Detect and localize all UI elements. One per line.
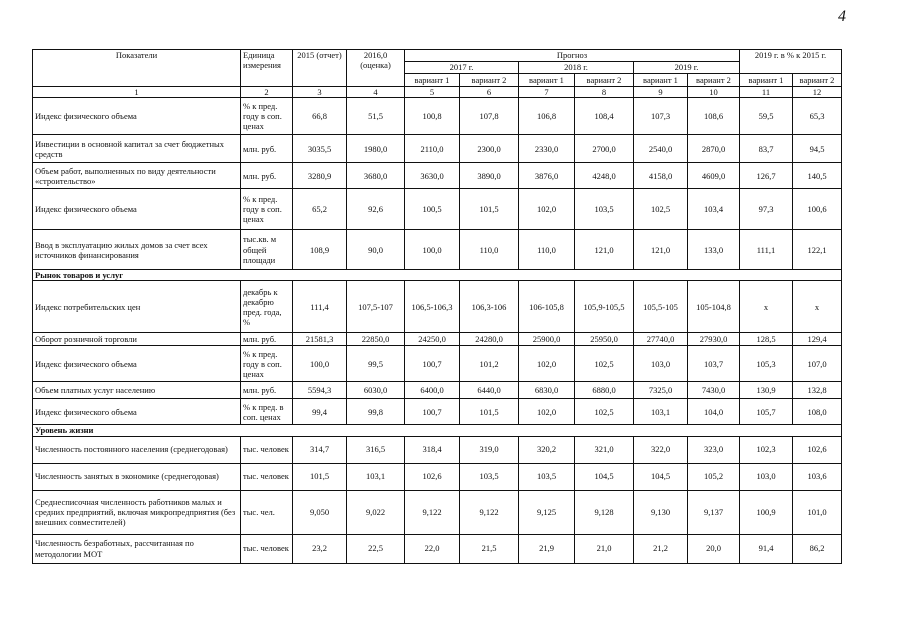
value-cell: 22,5 bbox=[347, 534, 405, 563]
value-cell: 100,8 bbox=[405, 98, 460, 135]
column-number: 1 bbox=[33, 87, 241, 98]
unit-cell: тыс. человек bbox=[241, 463, 293, 490]
value-cell: 100,0 bbox=[293, 346, 347, 382]
table-row bbox=[33, 333, 842, 346]
value-cell: 65,2 bbox=[293, 189, 347, 230]
value-cell: 100,7 bbox=[405, 399, 460, 425]
unit-cell: тыс. человек bbox=[241, 436, 293, 463]
header-2015: 2015 (отчет) bbox=[293, 50, 347, 87]
unit-cell: декабрь к декабрю пред. года, % bbox=[241, 281, 293, 333]
value-cell: 59,5 bbox=[740, 98, 793, 135]
value-cell: 103,5 bbox=[519, 463, 575, 490]
table-row bbox=[33, 399, 842, 425]
value-cell: 319,0 bbox=[460, 436, 519, 463]
value-cell: 107,8 bbox=[460, 98, 519, 135]
indicator-cell: Индекс физического объема bbox=[33, 399, 241, 425]
value-cell: 316,5 bbox=[347, 436, 405, 463]
value-cell: 9,122 bbox=[405, 490, 460, 534]
header-forecast: Прогноз bbox=[405, 50, 740, 62]
value-cell: 101,5 bbox=[460, 399, 519, 425]
value-cell: 23,2 bbox=[293, 534, 347, 563]
table-row bbox=[33, 163, 842, 189]
header-variant: вариант 1 bbox=[405, 74, 460, 87]
value-cell: 104,0 bbox=[688, 399, 740, 425]
value-cell: 107,0 bbox=[793, 346, 842, 382]
section-row bbox=[33, 270, 842, 281]
table-row bbox=[33, 98, 842, 135]
value-cell: 22850,0 bbox=[347, 333, 405, 346]
value-cell: 103,1 bbox=[347, 463, 405, 490]
value-cell: 132,8 bbox=[793, 382, 842, 399]
indicator-cell: Индекс потребительских цен bbox=[33, 281, 241, 333]
value-cell: 27930,0 bbox=[688, 333, 740, 346]
value-cell: 108,4 bbox=[575, 98, 634, 135]
section-title: Рынок товаров и услуг bbox=[33, 270, 842, 281]
value-cell: 314,7 bbox=[293, 436, 347, 463]
header-variant: вариант 1 bbox=[740, 74, 793, 87]
header-2019: 2019 г. bbox=[634, 62, 740, 74]
value-cell: 9,125 bbox=[519, 490, 575, 534]
indicator-cell: Индекс физического объема bbox=[33, 98, 241, 135]
value-cell: 21,9 bbox=[519, 534, 575, 563]
value-cell: 108,9 bbox=[293, 230, 347, 270]
value-cell: 106,3-106 bbox=[460, 281, 519, 333]
value-cell: 101,2 bbox=[460, 346, 519, 382]
value-cell: 2330,0 bbox=[519, 135, 575, 163]
value-cell: 21581,3 bbox=[293, 333, 347, 346]
value-cell: 2870,0 bbox=[688, 135, 740, 163]
value-cell: 100,5 bbox=[405, 189, 460, 230]
value-cell: 27740,0 bbox=[634, 333, 688, 346]
value-cell: 2540,0 bbox=[634, 135, 688, 163]
column-number: 2 bbox=[241, 87, 293, 98]
value-cell: 111,1 bbox=[740, 230, 793, 270]
value-cell: 90,0 bbox=[347, 230, 405, 270]
value-cell: 103,0 bbox=[634, 346, 688, 382]
value-cell: 6440,0 bbox=[460, 382, 519, 399]
value-cell: 20,0 bbox=[688, 534, 740, 563]
value-cell: 9,137 bbox=[688, 490, 740, 534]
value-cell: 99,8 bbox=[347, 399, 405, 425]
value-cell: 99,4 bbox=[293, 399, 347, 425]
value-cell: 92,6 bbox=[347, 189, 405, 230]
value-cell: 5594,3 bbox=[293, 382, 347, 399]
value-cell: 103,6 bbox=[793, 463, 842, 490]
value-cell: 104,5 bbox=[634, 463, 688, 490]
value-cell: 102,0 bbox=[519, 346, 575, 382]
value-cell: 102,5 bbox=[575, 399, 634, 425]
unit-cell: % к пред. году в соп. ценах bbox=[241, 98, 293, 135]
forecast-table bbox=[32, 49, 842, 564]
value-cell: 128,5 bbox=[740, 333, 793, 346]
value-cell: 102,5 bbox=[575, 346, 634, 382]
value-cell: 107,3 bbox=[634, 98, 688, 135]
value-cell: 9,022 bbox=[347, 490, 405, 534]
value-cell: 106-105,8 bbox=[519, 281, 575, 333]
value-cell: 4248,0 bbox=[575, 163, 634, 189]
column-number: 10 bbox=[688, 87, 740, 98]
value-cell: 6400,0 bbox=[405, 382, 460, 399]
value-cell: 99,5 bbox=[347, 346, 405, 382]
value-cell: 318,4 bbox=[405, 436, 460, 463]
header-variant: вариант 2 bbox=[688, 74, 740, 87]
value-cell: 133,0 bbox=[688, 230, 740, 270]
header-variant: вариант 1 bbox=[634, 74, 688, 87]
value-cell: 3280,9 bbox=[293, 163, 347, 189]
indicator-cell: Индекс физического объема bbox=[33, 346, 241, 382]
header-ratio: 2019 г. в % к 2015 г. bbox=[740, 50, 842, 74]
value-cell: 24250,0 bbox=[405, 333, 460, 346]
header-2016: 2016,0 (оценка) bbox=[347, 50, 405, 87]
column-number-row bbox=[33, 87, 842, 98]
value-cell: 83,7 bbox=[740, 135, 793, 163]
indicator-cell: Численность безработных, рассчитанная по методологии МОТ bbox=[33, 534, 241, 563]
value-cell: 4609,0 bbox=[688, 163, 740, 189]
value-cell: 3890,0 bbox=[460, 163, 519, 189]
value-cell: 102,0 bbox=[519, 189, 575, 230]
value-cell: 6830,0 bbox=[519, 382, 575, 399]
value-cell: 4158,0 bbox=[634, 163, 688, 189]
value-cell: 25900,0 bbox=[519, 333, 575, 346]
value-cell: 103,4 bbox=[688, 189, 740, 230]
indicator-cell: Инвестиции в основной капитал за счет бюджетных средств bbox=[33, 135, 241, 163]
value-cell: 103,5 bbox=[460, 463, 519, 490]
value-cell: 106,8 bbox=[519, 98, 575, 135]
value-cell: 3680,0 bbox=[347, 163, 405, 189]
value-cell: 3630,0 bbox=[405, 163, 460, 189]
value-cell: 103,7 bbox=[688, 346, 740, 382]
column-number: 4 bbox=[347, 87, 405, 98]
table-row bbox=[33, 281, 842, 333]
header-variant: вариант 2 bbox=[575, 74, 634, 87]
unit-cell: млн. руб. bbox=[241, 135, 293, 163]
header-indicators: Показатели bbox=[33, 50, 241, 87]
value-cell: 105-104,8 bbox=[688, 281, 740, 333]
value-cell: 9,050 bbox=[293, 490, 347, 534]
table-row bbox=[33, 534, 842, 563]
header-2018: 2018 г. bbox=[519, 62, 634, 74]
unit-cell: тыс. человек bbox=[241, 534, 293, 563]
table-row bbox=[33, 382, 842, 399]
value-cell: 65,3 bbox=[793, 98, 842, 135]
value-cell: 101,0 bbox=[793, 490, 842, 534]
value-cell: 122,1 bbox=[793, 230, 842, 270]
value-cell: 320,2 bbox=[519, 436, 575, 463]
value-cell: 105,2 bbox=[688, 463, 740, 490]
unit-cell: тыс.кв. м общей площади bbox=[241, 230, 293, 270]
value-cell: 110,0 bbox=[460, 230, 519, 270]
unit-cell: % к пред. в соп. ценах bbox=[241, 399, 293, 425]
table-body bbox=[33, 50, 842, 564]
value-cell: 51,5 bbox=[347, 98, 405, 135]
unit-cell: млн. руб. bbox=[241, 333, 293, 346]
column-number: 11 bbox=[740, 87, 793, 98]
value-cell: 2700,0 bbox=[575, 135, 634, 163]
value-cell: 103,0 bbox=[740, 463, 793, 490]
value-cell: 2300,0 bbox=[460, 135, 519, 163]
indicator-cell: Оборот розничной торговли bbox=[33, 333, 241, 346]
value-cell: 110,0 bbox=[519, 230, 575, 270]
value-cell: 21,2 bbox=[634, 534, 688, 563]
column-number: 3 bbox=[293, 87, 347, 98]
value-cell: 126,7 bbox=[740, 163, 793, 189]
value-cell: 103,5 bbox=[575, 189, 634, 230]
value-cell: 3876,0 bbox=[519, 163, 575, 189]
value-cell: 102,5 bbox=[634, 189, 688, 230]
indicator-cell: Объем платных услуг населению bbox=[33, 382, 241, 399]
indicator-cell: Численность постоянного населения (среднегодовая) bbox=[33, 436, 241, 463]
value-cell: 102,6 bbox=[405, 463, 460, 490]
value-cell: 97,3 bbox=[740, 189, 793, 230]
value-cell: 107,5-107 bbox=[347, 281, 405, 333]
header-row-1 bbox=[33, 50, 842, 62]
value-cell: 105,3 bbox=[740, 346, 793, 382]
value-cell: 24280,0 bbox=[460, 333, 519, 346]
value-cell: 323,0 bbox=[688, 436, 740, 463]
section-row bbox=[33, 425, 842, 436]
value-cell: 121,0 bbox=[575, 230, 634, 270]
value-cell: 66,8 bbox=[293, 98, 347, 135]
value-cell: 2110,0 bbox=[405, 135, 460, 163]
value-cell: х bbox=[793, 281, 842, 333]
table-row bbox=[33, 490, 842, 534]
value-cell: 3035,5 bbox=[293, 135, 347, 163]
section-title: Уровень жизни bbox=[33, 425, 842, 436]
value-cell: 322,0 bbox=[634, 436, 688, 463]
unit-cell: % к пред. году в соп. ценах bbox=[241, 346, 293, 382]
value-cell: 129,4 bbox=[793, 333, 842, 346]
value-cell: 105,7 bbox=[740, 399, 793, 425]
value-cell: 21,0 bbox=[575, 534, 634, 563]
header-2017: 2017 г. bbox=[405, 62, 519, 74]
value-cell: 108,0 bbox=[793, 399, 842, 425]
header-variant: вариант 2 bbox=[793, 74, 842, 87]
value-cell: 108,6 bbox=[688, 98, 740, 135]
value-cell: 9,128 bbox=[575, 490, 634, 534]
value-cell: 7325,0 bbox=[634, 382, 688, 399]
unit-cell: млн. руб. bbox=[241, 382, 293, 399]
value-cell: 102,3 bbox=[740, 436, 793, 463]
table-row bbox=[33, 436, 842, 463]
indicator-cell: Численность занятых в экономике (среднегодовая) bbox=[33, 463, 241, 490]
indicator-cell: Индекс физического объема bbox=[33, 189, 241, 230]
header-variant: вариант 1 bbox=[519, 74, 575, 87]
value-cell: 102,0 bbox=[519, 399, 575, 425]
header-variant: вариант 2 bbox=[460, 74, 519, 87]
table-row bbox=[33, 135, 842, 163]
value-cell: 105,9-105,5 bbox=[575, 281, 634, 333]
value-cell: 102,6 bbox=[793, 436, 842, 463]
column-number: 5 bbox=[405, 87, 460, 98]
value-cell: 121,0 bbox=[634, 230, 688, 270]
value-cell: 103,1 bbox=[634, 399, 688, 425]
value-cell: 140,5 bbox=[793, 163, 842, 189]
column-number: 8 bbox=[575, 87, 634, 98]
table-row bbox=[33, 346, 842, 382]
value-cell: 101,5 bbox=[460, 189, 519, 230]
value-cell: 9,130 bbox=[634, 490, 688, 534]
value-cell: 100,9 bbox=[740, 490, 793, 534]
column-number: 12 bbox=[793, 87, 842, 98]
table-row bbox=[33, 189, 842, 230]
column-number: 6 bbox=[460, 87, 519, 98]
value-cell: 100,0 bbox=[405, 230, 460, 270]
unit-cell: тыс. чел. bbox=[241, 490, 293, 534]
value-cell: 6030,0 bbox=[347, 382, 405, 399]
header-unit: Единица измерения bbox=[241, 50, 293, 87]
value-cell: 111,4 bbox=[293, 281, 347, 333]
unit-cell: млн. руб. bbox=[241, 163, 293, 189]
value-cell: 94,5 bbox=[793, 135, 842, 163]
value-cell: 9,122 bbox=[460, 490, 519, 534]
value-cell: 130,9 bbox=[740, 382, 793, 399]
value-cell: 25950,0 bbox=[575, 333, 634, 346]
value-cell: 21,5 bbox=[460, 534, 519, 563]
indicator-cell: Среднесписочная численность работников малых и средних предприятий, включая микропредприятия (без внешних совместителей) bbox=[33, 490, 241, 534]
value-cell: 22,0 bbox=[405, 534, 460, 563]
unit-cell: % к пред. году в соп. ценах bbox=[241, 189, 293, 230]
value-cell: 106,5-106,3 bbox=[405, 281, 460, 333]
value-cell: 6880,0 bbox=[575, 382, 634, 399]
column-number: 7 bbox=[519, 87, 575, 98]
value-cell: 86,2 bbox=[793, 534, 842, 563]
indicator-cell: Ввод в эксплуатацию жилых домов за счет всех источников финансирования bbox=[33, 230, 241, 270]
indicator-cell: Объем работ, выполненных по виду деятельности «строительство» bbox=[33, 163, 241, 189]
value-cell: 101,5 bbox=[293, 463, 347, 490]
table-row bbox=[33, 463, 842, 490]
value-cell: 7430,0 bbox=[688, 382, 740, 399]
value-cell: 1980,0 bbox=[347, 135, 405, 163]
column-number: 9 bbox=[634, 87, 688, 98]
value-cell: 105,5-105 bbox=[634, 281, 688, 333]
page-number: 4 bbox=[838, 8, 846, 25]
value-cell: 91,4 bbox=[740, 534, 793, 563]
table-row bbox=[33, 230, 842, 270]
value-cell: 100,6 bbox=[793, 189, 842, 230]
value-cell: 321,0 bbox=[575, 436, 634, 463]
value-cell: 104,5 bbox=[575, 463, 634, 490]
value-cell: 100,7 bbox=[405, 346, 460, 382]
value-cell: х bbox=[740, 281, 793, 333]
